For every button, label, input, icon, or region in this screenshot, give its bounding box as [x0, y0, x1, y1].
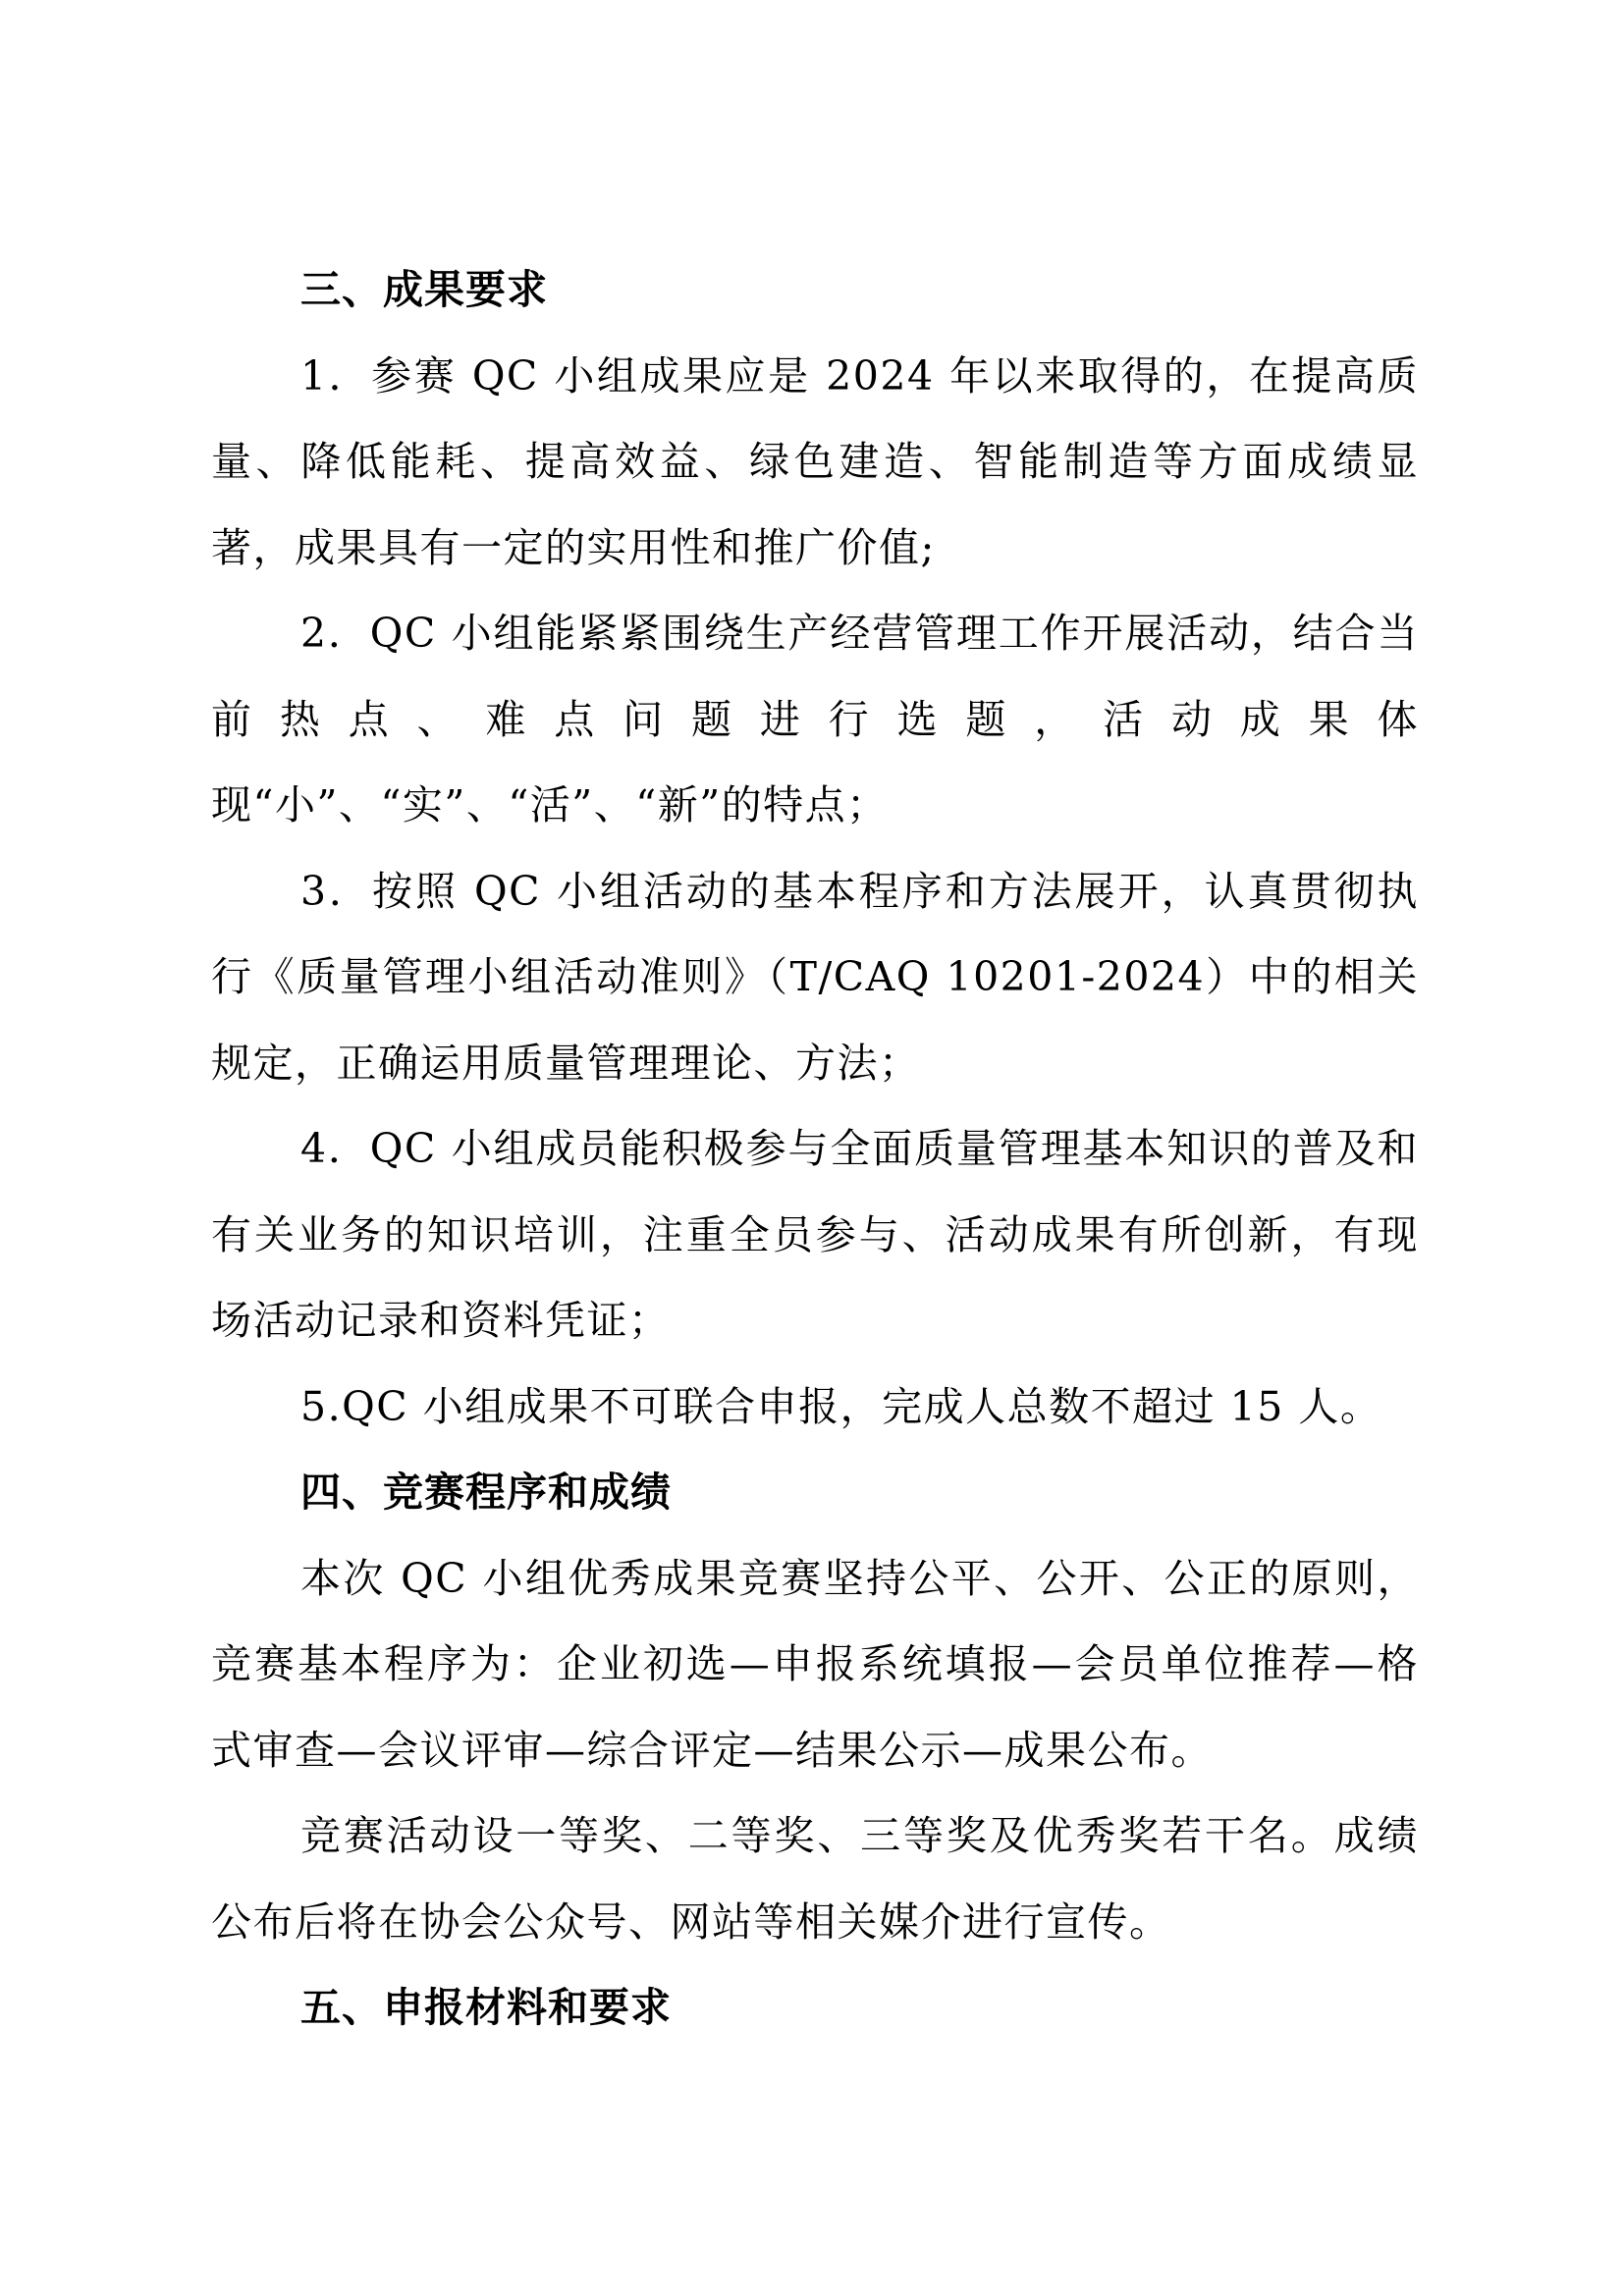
section-heading-submission-materials: 五、申报材料和要求: [300, 1984, 672, 2031]
paragraph-requirement-2: 2．QC 小组能紧紧围绕生产经营管理工作开展活动，结合当前热点、难点问题进行选题，活动成果体现“小”、“实”、“活”、“新”的特点；: [211, 610, 1419, 828]
section-heading-competition-procedure: 四、竞赛程序和成绩: [300, 1468, 672, 1516]
paragraph-requirement-4: 4．QC 小组成员能积极参与全面质量管理基本知识的普及和有关业务的知识培训，注重全员参与、活动成果有所创新，有现场活动记录和资料凭证；: [211, 1125, 1419, 1344]
paragraph-requirement-1: 1．参赛 QC 小组成果应是 2024 年以来取得的，在提高质量、降低能耗、提高效益、绿色建造、智能制造等方面成绩显著，成果具有一定的实用性和推广价值;: [211, 351, 1419, 571]
paragraph-requirement-3: 3．按照 QC 小组活动的基本程序和方法展开，认真贯彻执行《质量管理小组活动准则》（T/CAQ 10201-2024）中的相关规定，正确运用质量管理理论、方法；: [211, 867, 1419, 1087]
paragraph-awards: 竞赛活动设一等奖、二等奖、三等奖及优秀奖若干名。成绩公布后将在协会公众号、网站等相关媒介进行宣传。: [211, 1812, 1419, 1946]
paragraph-requirement-5: 5.QC 小组成果不可联合申报，完成人总数不超过 15 人。: [300, 1382, 1382, 1430]
paragraph-procedure: 本次 QC 小组优秀成果竞赛坚持公平、公开、公正的原则，竞赛基本程序为：企业初选—申报系统填报—会员单位推荐—格式审查—会议评审—综合评定—结果公示—成果公布。: [211, 1554, 1419, 1774]
document-body: [211, 247, 1419, 2052]
section-heading-results-requirements: 三、成果要求: [300, 266, 548, 313]
